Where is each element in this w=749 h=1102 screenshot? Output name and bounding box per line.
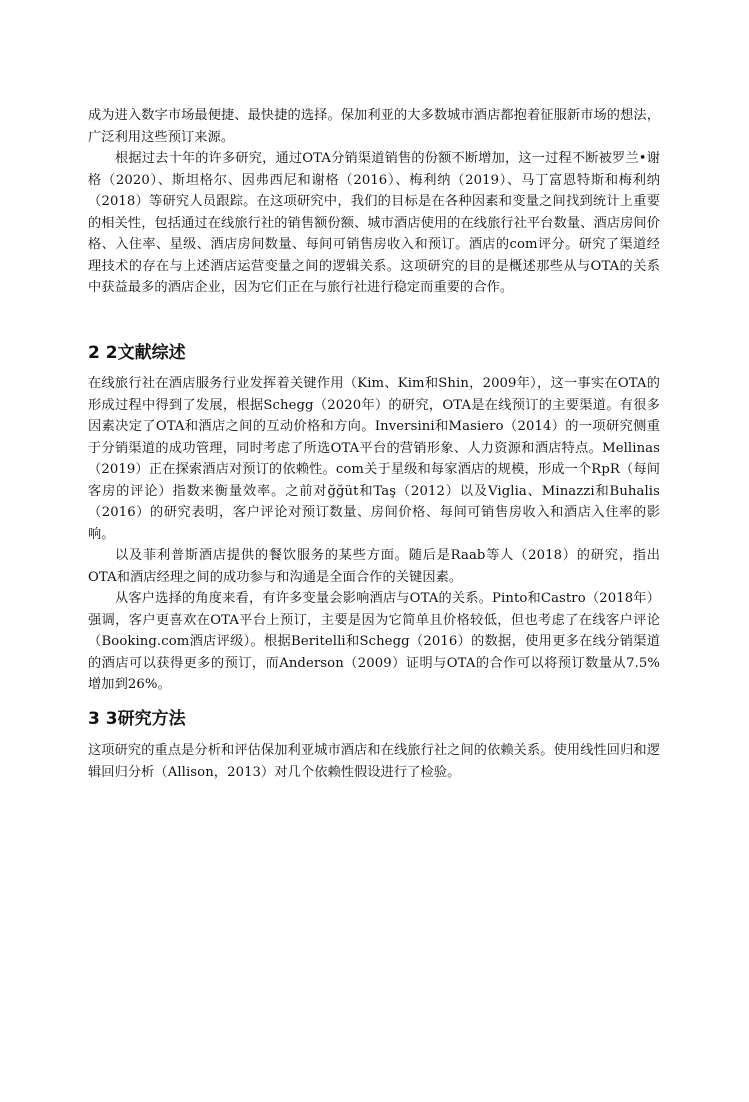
paragraph-literature-2: 以及菲利普斯酒店提供的餐饮服务的某些方面。随后是Raab等人（2018）的研究，指出OTA和酒店经理之间的成功参与和沟通是全面合作的关键因素。: [88, 548, 660, 585]
section-heading-literature-review: 2 2文献综述: [88, 343, 186, 363]
paragraph-literature-1: 在线旅行社在酒店服务行业发挥着关键作用（Kim、Kim和Shin，2009年），这一事实在OTA的形成过程中得到了发展，根据Schegg（2020年）的研究，OTA是在线预订的主要渠道。有很多因素决定了OTA和酒店之间的互动价格和方向。Inversini和Masiero（2014）的一项研究侧重于分销渠道的成功管理，同时考虑了所选OTA平台的营销形象、人力资源和酒店特点。Mellinas（2019）正在探索酒店对预订的依赖性。com关于星级和每家酒店的规模，形成一个RpR（每间客房的评论）指数来衡量效率。之前对ğğüt和Taş（2012）以及Viglia、Minazzi和Buhalis（2016）的研究表明，客户评论对预订数量、房间价格、每间可销售房收入和酒店入住率的影响。: [88, 376, 660, 542]
literature-review-section: [88, 373, 660, 696]
section-heading-methodology: 3 3研究方法: [88, 709, 186, 729]
methodology-section: [88, 740, 660, 783]
paragraph-literature-3: 从客户选择的角度来看，有许多变量会影响酒店与OTA的关系。Pinto和Castro（2018年）强调，客户更喜欢在OTA平台上预订，主要是因为它简单且价格较低，但也考虑了在线客户评论（Booking.com酒店评级）。根据Beritelli和Schegg（2016）的数据，使用更多在线分销渠道的酒店可以获得更多的预订，而Anderson（2009）证明与OTA的合作可以将预订数量从7.5%增加到26%。: [88, 591, 660, 692]
intro-section: [88, 105, 660, 299]
paragraph-intro-continuation: 成为进入数字市场最便捷、最快捷的选择。保加利亚的大多数城市酒店都抱着征服新市场的想法，广泛利用这些预订来源。: [88, 108, 660, 145]
paragraph-methodology: 这项研究的重点是分析和评估保加利亚城市酒店和在线旅行社之间的依赖关系。使用线性回归和逻辑回归分析（Allison，2013）对几个依赖性假设进行了检验。: [88, 743, 660, 780]
paragraph-research-objective: 根据过去十年的许多研究，通过OTA分销渠道销售的份额不断增加，这一过程不断被罗兰•谢格（2020）、斯坦格尔、因弗西尼和谢格（2016）、梅利纳（2019）、马丁富恩特斯和梅利纳（2018）等研究人员跟踪。在这项研究中，我们的目标是在各种因素和变量之间找到统计上重要的相关性，包括通过在线旅行社的销售额份额、城市酒店使用的在线旅行社平台数量、酒店房间价格、入住率、星级、酒店房间数量、每间可销售房收入和预订。酒店的com评分。研究了渠道经理技术的存在与上述酒店运营变量之间的逻辑关系。这项研究的目的是概述那些从与OTA的关系中获益最多的酒店企业，因为它们正在与旅行社进行稳定而重要的合作。: [88, 151, 660, 295]
